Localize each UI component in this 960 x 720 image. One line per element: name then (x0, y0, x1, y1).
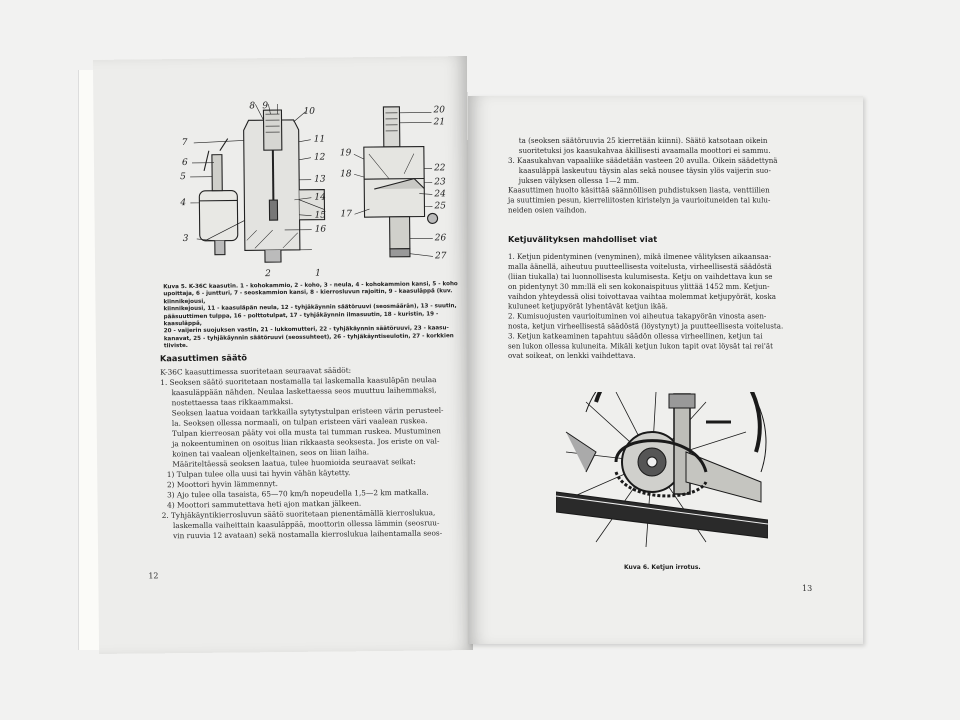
svg-text:6: 6 (181, 157, 188, 169)
svg-text:19: 19 (339, 148, 352, 159)
carburetor-text-continued: ta (seoksen säätöruuvia 25 kierretään kiinni). Säätö katsotaan oikein suoritetuksi jos kaasukahvaa äkillisesti avaamalla moottori ei sammu. 3. Kaasukahvan vapaaliike säädetään vasteen 20 avulla. Oikein säädettynä kaasuläppä laskeutuu täysin alas sekä nousee täysin ylös vaijerin suo- juksen välyksen ollessa 1—2 mm. Kaasuttimen huolto käsittää säännöllisen puhdistuksen liasta, venttiilien ja suuttimien pesun, kierreliitosten kiristelyn ja vaurioituneiden tai kulu- neiden osien vaihdon. (508, 136, 778, 215)
svg-text:3: 3 (182, 233, 189, 245)
left-page (93, 56, 473, 654)
carburetor-diagram (173, 98, 465, 279)
svg-text:26: 26 (434, 233, 447, 244)
svg-text:13: 13 (314, 174, 326, 185)
page-number-right: 13 (802, 584, 813, 593)
svg-text:1: 1 (315, 268, 321, 279)
section-heading-carburetor: Kaasuttimen säätö (159, 352, 248, 364)
svg-text:25: 25 (434, 201, 446, 212)
svg-text:4: 4 (180, 198, 187, 209)
svg-text:18: 18 (340, 169, 352, 180)
svg-text:8: 8 (249, 101, 256, 112)
svg-text:9: 9 (262, 101, 269, 112)
svg-text:14: 14 (314, 192, 326, 203)
svg-text:10: 10 (303, 106, 315, 117)
svg-text:17: 17 (340, 209, 353, 220)
page-number-left: 12 (148, 571, 159, 581)
chain-removal-illustration (556, 392, 768, 550)
chain-text: 1. Ketjun pidentyminen (venyminen), mikä ilmenee välityksen aikaansaa- malla äänellä, aiheutuu puutteellisesta voitelusta, virheellisestä säädöstä (liian tiukalla) tai luonnollisesta kulumisesta. Ketju on vaihdettava kun se on pidentynyt 30 mm:llä eli sen kokonaispituus ylittää 1452 mm. Ketjun- vaihdon yhteydessä olisi toivottavaa vaihtaa molemmat ketjupyörät, koska kuluneet ketjupyörät lyhentävät ketjun ikää. 2. Kumisuojusten vaurioituminen voi aiheutua takapyörän vinosta asen- nosta, ketjun virheellisestä säädöstä (löystynyt) ja puutteellisesta voitelusta. 3. Ketjun katkeaminen tapahtuu säädön ollessa virheellinen, ketjun tai sen lukon ollessa kuluneita. Mikäli ketjun lukon tapit ovat löysät tai rei'ät ovat soikeat, on lenkki vaihdettava. (508, 252, 784, 360)
svg-text:15: 15 (314, 210, 327, 221)
svg-text:24: 24 (434, 189, 446, 200)
svg-text:21: 21 (433, 117, 446, 128)
svg-text:5: 5 (180, 172, 186, 183)
svg-text:23: 23 (434, 177, 446, 188)
svg-text:7: 7 (181, 137, 188, 149)
right-page (468, 96, 863, 644)
svg-text:27: 27 (434, 251, 447, 262)
section-heading-chain: Ketjuvälityksen mahdolliset viat (508, 234, 658, 244)
figure-5-caption: Kuva 5. K-36C kaasutin. 1 - kohokammio, 2 - koho, 3 - neula, 4 - kohokammion kansi, 5 - koho upoittaja, 6 - juntturi, 7 - seoskammion kansi, 8 - kierrosluvun rajoitin, 9 - kaasuläppä (kuv. kiinnikejousi, kiinnikejousi, 11 - kaasuläpän neula, 12 - tyhjäkäynnin säätöruuvi (seosmäärän), 13 - suutin, pääsuuttimen tulppa, 16 - polttotulpat, 17 - tyhjäkäynnin ilmasuutin, 18 - kuristin, 19 - kaasuläppä, 20 - vaijerin suojuksen vastin, 21 - lukkomutteri, 22 - tyhjäkäynnin säätöruuvi, 23 - kaasu- kanavat, 25 - tyhjäkäynnin säätöruuvi (seossuhteet), 26 - tyhjäkäyntiseulotin, 27 - korkkien tiiviste. (163, 281, 458, 350)
svg-text:22: 22 (434, 163, 446, 174)
svg-text:12: 12 (313, 152, 326, 163)
svg-text:11: 11 (313, 134, 326, 145)
svg-text:2: 2 (265, 269, 271, 280)
svg-text:20: 20 (433, 105, 445, 116)
carburetor-text: K-36C kaasuttimessa suoritetaan seuraavat säädöt: 1. Seoksen säätö suoritetaan nostamalla tai laskemalla kaasuläpän neulaa kaasuläppään nähden. Neulaa laskettaessa seos muuttuu laihemmaksi, nostettaessa taas rikkaammaksi. Seoksen laatua voidaan tarkkailla sytytystulpan eristeen värin perusteel- la. Seoksen ollessa normaali, on tulpan eristeen väri vaalean ruskea. Tulpan kierreosan pääty voi olla musta tai tumman ruskea. Mustuminen ja nokeentuminen on osoitus liian rikkaasta seoksesta. Jos eriste on val- koinen tai vaalean oljenkeltainen, seos on liian laiha. Määriteltäessä seoksen laatua, tulee huomioida seuraavat seikat: 1) Tulpan tulee olla uusi tai hyvin vähän käytetty. 2) Moottori hyvin lämmennyt. 3) Ajo tulee olla tasaista, 65—70 km/h nopeudella 1,5—2 km matkalla. 4) Moottori sammutettava heti ajon matkan jälkeen. 2. Tyhjäkäyntikierrosluvun säätö suoritetaan pienentämällä kierroslukua, laskemalla vaiheittain kaasuläppää, moottorin ollessa lämmin (seosruu- vin ruuvia 12 avataan) sekä nostamalla kierroslukua laihentamalla seos- (160, 366, 444, 541)
figure-6-caption: Kuva 6. Ketjun irrotus. (624, 564, 701, 571)
svg-text:16: 16 (314, 224, 327, 235)
